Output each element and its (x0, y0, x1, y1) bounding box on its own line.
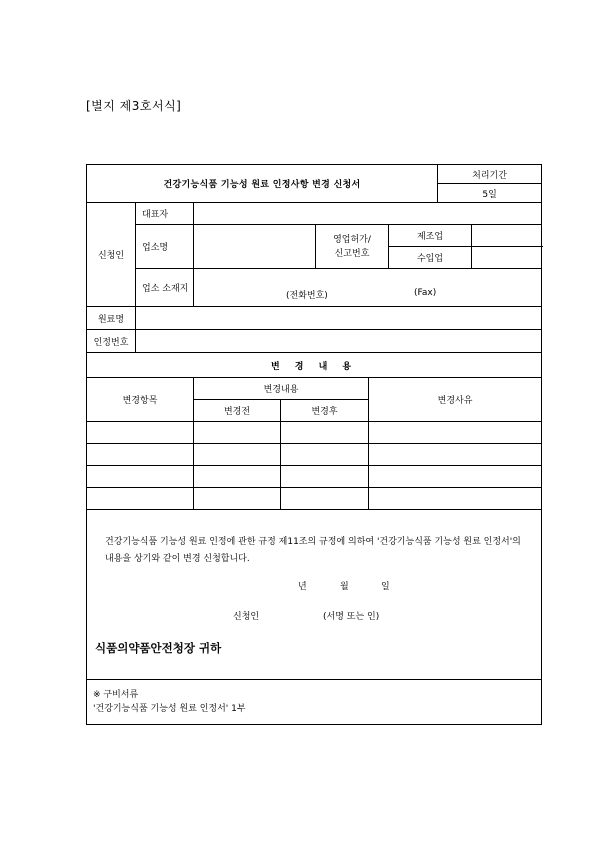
representative-label: 대표자 (136, 203, 194, 225)
change-row (87, 488, 542, 510)
signer-label: 신청인 (233, 612, 260, 622)
statement-text: 건강기능식품 기능성 원료 인정에 관한 규정 제11조의 규정에 의하여 '건강기능식품 기능성 원료 인정서'의 내용을 상기와 같이 변경 신청합니다. (105, 537, 521, 564)
change-contents-heading: 변 경 내 용 (87, 353, 542, 378)
required-documents-section (87, 680, 542, 725)
change-item-field[interactable] (87, 444, 194, 466)
material-name-field[interactable] (136, 307, 542, 330)
change-item-header: 변경항목 (87, 378, 194, 422)
manufacture-label: 제조업 (389, 225, 472, 247)
change-reason-field[interactable] (369, 488, 542, 510)
license-label-line1: 영업허가/ (333, 234, 371, 245)
change-item-field[interactable] (87, 422, 194, 444)
license-label-line2: 신고번호 (334, 248, 370, 259)
before-change-field[interactable] (194, 444, 281, 466)
before-change-field[interactable] (194, 422, 281, 444)
change-content-header: 변경내용 (194, 378, 369, 400)
address-label: 업소 소재지 (136, 269, 194, 307)
change-item-field[interactable] (87, 466, 194, 488)
after-change-field[interactable] (281, 466, 369, 488)
required-documents-title: ※ 구비서류 (93, 690, 139, 700)
approval-number-field[interactable] (136, 330, 542, 353)
import-label: 수입업 (389, 247, 472, 269)
change-item-field[interactable] (87, 488, 194, 510)
change-reason-header: 변경사유 (369, 378, 542, 422)
representative-field[interactable] (194, 203, 542, 225)
month-label: 월 (340, 582, 349, 592)
address-field[interactable] (194, 269, 542, 307)
before-change-field[interactable] (194, 488, 281, 510)
after-change-field[interactable] (281, 444, 369, 466)
application-form (86, 164, 542, 725)
license-number-label (316, 225, 389, 269)
change-row (87, 422, 542, 444)
change-reason-field[interactable] (369, 444, 542, 466)
recipient-line: 식품의약품안전청장 귀하 (95, 641, 222, 655)
day-label: 일 (381, 582, 390, 592)
material-name-label: 원료명 (87, 307, 136, 330)
after-change-header: 변경후 (281, 400, 369, 422)
fax-label: (Fax) (414, 288, 437, 298)
after-change-field[interactable] (281, 422, 369, 444)
processing-period-value: 5일 (438, 184, 542, 203)
before-change-header: 변경전 (194, 400, 281, 422)
manufacture-license-field[interactable] (472, 225, 542, 247)
required-documents-item: '건강기능식품 기능성 원료 인정서' 1부 (93, 704, 246, 714)
approval-number-label: 인정번호 (87, 330, 136, 353)
form-title: 건강기능식품 기능성 원료 인정사항 변경 신청서 (87, 165, 438, 203)
change-row (87, 444, 542, 466)
import-license-field[interactable] (472, 247, 542, 269)
business-name-label: 업소명 (136, 225, 194, 269)
processing-period-label: 처리기간 (438, 165, 542, 184)
form-number-label: [별지 제3호서식] (86, 99, 182, 113)
signature-note: (서명 또는 인) (323, 612, 380, 622)
change-reason-field[interactable] (369, 422, 542, 444)
business-name-field[interactable] (194, 225, 316, 269)
after-change-field[interactable] (281, 488, 369, 510)
change-row (87, 466, 542, 488)
phone-label: (전화번호) (286, 291, 328, 301)
year-label: 년 (298, 582, 307, 592)
change-reason-field[interactable] (369, 466, 542, 488)
statement-section (87, 510, 542, 680)
before-change-field[interactable] (194, 466, 281, 488)
applicant-section-label: 신청인 (87, 203, 136, 307)
